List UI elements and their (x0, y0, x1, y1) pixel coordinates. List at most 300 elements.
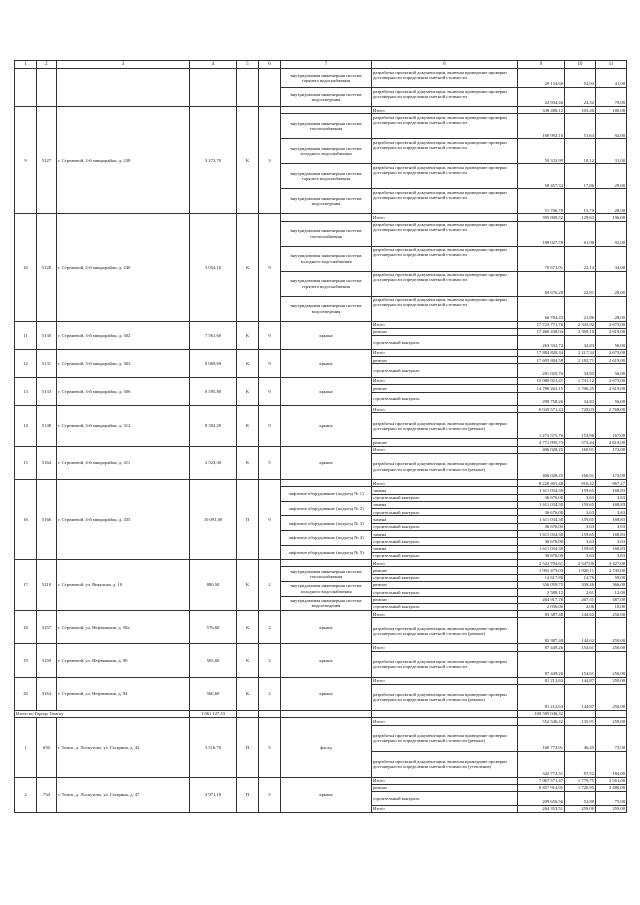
cost-total: 189 027,78 (518, 221, 565, 246)
work-type: ремонт (372, 596, 518, 603)
cost-limit: 259,00 (596, 805, 627, 812)
cost-per-m2: 144,87 (565, 677, 596, 684)
row-number: 2 (15, 777, 37, 813)
work-type: разработка проектной документации, включая проведение проверки достоверности определения сметной стоимости (ремонт) (372, 454, 518, 480)
empty-cell (237, 69, 259, 107)
cost-limit: 172,00 (596, 454, 627, 480)
cost-limit: 2 675,00 (596, 377, 627, 384)
house-area: 8 392,20 (190, 406, 237, 447)
table-row (15, 677, 627, 684)
cost-total: 264 917,78 (518, 596, 565, 603)
cost-total: 209 656,56 (518, 792, 565, 806)
cost-per-m2: 21,86 (565, 296, 596, 321)
system-name: внутридомовая инженерная система холодного водоснабжения (281, 246, 372, 271)
floors: 2 (259, 677, 281, 710)
table-row (15, 644, 627, 651)
cost-limit: 2 619,00 (596, 357, 627, 364)
cost-total: 395 909,52 (518, 214, 565, 221)
system-name: крыша (281, 446, 372, 479)
cost-total: 1 273 575,70 (518, 413, 565, 439)
cost-per-m2: 3,63 (565, 552, 596, 559)
cost-per-m2: 1 741,12 (565, 377, 596, 384)
work-type: разработка проектной документации, включая проведение проверки достоверности определения сметной стоимости (372, 221, 518, 246)
cost-limit: 180,00 (596, 107, 627, 114)
cost-limit: 34,00 (596, 246, 627, 271)
system-name: фасад (281, 718, 372, 777)
cost-total: 6 045 571,43 (518, 406, 565, 413)
cost-per-m2: 34,83 (565, 392, 596, 406)
wall-material: К (237, 349, 259, 377)
cost-total: 36 676,00 (518, 523, 565, 530)
cost-total: 66 784,43 (518, 296, 565, 321)
empty-cell (37, 69, 57, 107)
cost-per-m2: 34,83 (565, 364, 596, 378)
system-name: внутридомовая инженерная система холодного водоснабжения (281, 581, 372, 596)
cost-limit: 250,00 (596, 644, 627, 651)
cost-total: 2 588,12 (518, 589, 565, 596)
wall-material: К (237, 611, 259, 644)
col-header: 9 (518, 61, 565, 69)
cost-limit: 2 619,00 (596, 439, 627, 446)
cost-total: 17 723 771,76 (518, 321, 565, 328)
work-type: разработка проектной документации, включая проведение проверки достоверности определения сметной стоимости (ремонт) (372, 618, 518, 644)
cost-total: 2 522 794,61 (518, 560, 565, 567)
cost-total: 36 676,00 (518, 494, 565, 501)
floors: 9 (259, 377, 281, 405)
work-type: ремонт (372, 357, 518, 364)
work-type: Итого (372, 805, 518, 812)
cost-per-m2: 159,65 (565, 487, 596, 494)
row-number: 12 (15, 349, 37, 377)
cost-per-m2: 144,62 (565, 611, 596, 618)
cost-total: 299 758,26 (518, 392, 565, 406)
cost-per-m2: 2 182,71 (565, 357, 596, 364)
system-name: внутридомовая инженерная система водоотведения (281, 189, 372, 214)
table-row (15, 777, 627, 784)
cost-limit: 3,63 (596, 552, 627, 559)
cost-per-m2: 159,65 (565, 531, 596, 538)
house-address: г. Стрежевой, 3-й микрорайон, д. 306 (57, 377, 190, 405)
system-name: внутридомовая инженерная система водоотведения (281, 296, 372, 321)
cost-limit: 29,00 (596, 271, 627, 296)
floors: 9 (259, 480, 281, 560)
system-name: лифтовое оборудование (подъезд № 5) (281, 545, 372, 560)
cost-total: 83 387,48 (518, 611, 565, 618)
cost-total: 36 676,00 (518, 552, 565, 559)
house-id: 5128 (37, 214, 57, 321)
wall-material: П (237, 718, 259, 777)
house-id: 5210 (37, 560, 57, 611)
cost-total: 36 676,00 (518, 509, 565, 516)
wall-material: К (237, 107, 259, 214)
cost-limit: 250,00 (596, 684, 627, 710)
table-row (15, 480, 627, 487)
cost-total: 338 488,12 (518, 107, 565, 114)
table-row (15, 321, 627, 328)
cost-per-m2: 1 779,75 (565, 777, 596, 784)
system-name: внутридомовая инженерная система теплоснабжения (281, 114, 372, 139)
work-type: строительный контроль (372, 552, 518, 559)
work-type: разработка проектной документации, включая проведение проверки достоверности определения сметной стоимости (ремонт) (372, 725, 518, 751)
floors: 9 (259, 406, 281, 447)
work-type: строительный контроль (372, 538, 518, 545)
table-row (15, 611, 627, 618)
cost-per-m2: 87,52 (565, 751, 596, 777)
col-header: 1 (15, 61, 37, 69)
empty-cell (190, 69, 237, 107)
cost-total: 8 228 401,48 (518, 480, 565, 487)
house-address: г. Стрежевой, 2-й микрорайон, д. 238 (57, 107, 190, 214)
col-header: 2 (37, 61, 57, 69)
cost-total: 87 449,26 (518, 644, 565, 651)
work-type: ремонт (372, 385, 518, 392)
cost-per-m2: 154,61 (565, 644, 596, 651)
cost-per-m2: 1 706,25 (565, 385, 596, 392)
floors: 2 (259, 644, 281, 677)
system-name: крыша (281, 406, 372, 447)
work-type: ремонт (372, 567, 518, 574)
cost-total: 7 067 571,47 (518, 777, 565, 784)
cost-limit: 75,00 (596, 725, 627, 751)
cost-total: 36 676,00 (518, 538, 565, 545)
cost-limit: 41,00 (596, 69, 627, 88)
house-id: 5148 (37, 406, 57, 447)
system-name (281, 480, 372, 487)
cost-limit: 3 427,00 (596, 560, 627, 567)
cost-limit: 184,00 (596, 751, 627, 777)
cost-per-m2: 2 547,00 (565, 560, 596, 567)
system-name: внутридомовая инженерная система теплоснабжения (281, 221, 372, 246)
col-header: 3 (57, 61, 190, 69)
work-type: ремонт (372, 328, 518, 335)
cost-limit: 172,00 (596, 446, 627, 453)
cost-per-m2: 159,65 (565, 545, 596, 552)
cost-per-m2: 153,98 (565, 413, 596, 439)
wall-material: П (237, 480, 259, 560)
cost-total: 552 546,42 (518, 718, 565, 725)
empty-cell (259, 69, 281, 107)
cost-per-m2: 17,86 (565, 164, 596, 189)
cost-total: 2 036,06 (518, 603, 565, 610)
system-name: внутридомовая инженерная система водоотведения (281, 596, 372, 611)
cost-total: 15 080 021,41 (518, 377, 565, 384)
table-row (15, 107, 627, 114)
cost-limit: 31,00 (596, 139, 627, 164)
cost-total: 406 028,25 (518, 446, 565, 453)
work-type: Итого (372, 406, 518, 413)
cost-limit: 56,00 (596, 336, 627, 350)
cost-total: 160 773,91 (518, 725, 565, 751)
cost-limit: 59,00 (596, 574, 627, 581)
house-id: 650 (37, 718, 57, 777)
cost-per-m2: 103,40 (565, 107, 596, 114)
cost-limit: 168,83 (596, 531, 627, 538)
work-type: строительный контроль (372, 589, 518, 596)
table-row (15, 69, 627, 88)
cost-total: 4 771 995,73 (518, 439, 565, 446)
cost-per-m2: 129,63 (565, 214, 596, 221)
wall-material: К (237, 377, 259, 405)
cost-limit: 56,00 (596, 364, 627, 378)
work-type: разработка проектной документации, включая проведение проверки достоверности определения сметной стоимости (372, 114, 518, 139)
house-address: г. Стрежевой, 3-й микрорайон, д. 303 (57, 349, 190, 377)
work-type: замена (372, 531, 518, 538)
system-name: лифтовое оборудование (подъезд № 1) (281, 487, 372, 502)
table-row (15, 377, 627, 384)
cost-total: 263 332,72 (518, 336, 565, 350)
subtotal-area: 1 061 127,53 (190, 710, 237, 717)
cost-total: 69 676,28 (518, 271, 565, 296)
work-type: строительный контроль (372, 336, 518, 350)
cost-per-m2: 2 217,34 (565, 349, 596, 356)
work-type: разработка проектной документации, включая проведение проверки достоверности определения сметной стоимости (372, 189, 518, 214)
work-type: Итого (372, 644, 518, 651)
cost-total: 1 901 475,03 (518, 567, 565, 574)
system-name: крыша (281, 349, 372, 377)
house-address: г. Стрежевой, ул. Нефтяников, д. 94 (57, 677, 190, 710)
cost-limit: 28,00 (596, 296, 627, 321)
work-type: ремонт (372, 784, 518, 791)
house-id: 5131 (37, 349, 57, 377)
cost-limit: 56,00 (596, 392, 627, 406)
cost-per-m2: 34,83 (565, 336, 596, 350)
cost-per-m2: 154,61 (565, 651, 596, 677)
house-id: 5130 (37, 321, 57, 349)
cost-per-m2: 267,51 (565, 596, 596, 603)
work-type: разработка проектной документации, включая проведение проверки достоверности определения сметной стоимости (372, 296, 518, 321)
cost-limit: 168,83 (596, 516, 627, 523)
floors: 2 (259, 560, 281, 611)
wall-material: К (237, 644, 259, 677)
floors: 5 (259, 777, 281, 813)
house-id: 734 (37, 777, 57, 813)
work-type: разработка проектной документации, включая проведение проверки достоверности определения сметной стоимости (372, 246, 518, 271)
house-area: 7 561,60 (190, 321, 237, 349)
cost-per-m2: 3,63 (565, 538, 596, 545)
house-area: 8 595,80 (190, 377, 237, 405)
row-number: 16 (15, 480, 37, 560)
work-type: замена (372, 487, 518, 494)
row-number: 11 (15, 321, 37, 349)
work-type: замена (372, 545, 518, 552)
system-name: лифтовое оборудование (подъезд № 3) (281, 516, 372, 531)
house-area: 3 273,70 (190, 107, 237, 214)
cost-total: 14 617,86 (518, 574, 565, 581)
house-area: 565,60 (190, 644, 237, 677)
subtotal-row (15, 710, 627, 717)
cost-total: 281 025,76 (518, 364, 565, 378)
wall-material: К (237, 560, 259, 611)
cost-limit: 168,83 (596, 545, 627, 552)
cost-per-m2: 24,32 (565, 88, 596, 107)
cost-total: 17 884 820,34 (518, 349, 565, 356)
cost-per-m2: 3,63 (565, 523, 596, 530)
cost-limit: 867,27 (596, 480, 627, 487)
work-type: разработка проектной документации, включая проведение проверки достоверности определения сметной стоимости (утепление) (372, 751, 518, 777)
cost-per-m2: 1 920,11 (565, 567, 596, 574)
house-id: 5164 (37, 446, 57, 479)
cost-limit: 28,00 (596, 189, 627, 214)
row-number: 1 (15, 718, 37, 777)
house-address: г. Стрежевой, 4-й микрорайон, д. 435 (57, 480, 190, 560)
row-number: 18 (15, 611, 37, 644)
cost-per-m2: 15,79 (565, 189, 596, 214)
work-type: Итого (372, 777, 518, 784)
cost-limit: 78,00 (596, 88, 627, 107)
system-name: внутридомовая инженерная система водоотведения (281, 88, 372, 107)
cost-total: 70 671,01 (518, 246, 565, 271)
work-type: разработка проектной документации, включая проведение проверки достоверности определения сметной стоимости (ремонт) (372, 413, 518, 439)
work-type: разработка проектной документации, включая проведение проверки достоверности определения сметной стоимости (ремонт) (372, 684, 518, 710)
cost-limit: 29,00 (596, 164, 627, 189)
house-area: 880,50 (190, 560, 237, 611)
wall-material: К (237, 321, 259, 349)
cost-limit: 168,83 (596, 487, 627, 494)
floors: 2 (259, 611, 281, 644)
cost-per-m2: 135,91 (565, 718, 596, 725)
cost-per-m2: 159,65 (565, 516, 596, 523)
empty-cell (372, 710, 518, 717)
cost-total: 406 028,25 (518, 454, 565, 480)
work-type: Итого (372, 214, 518, 221)
system-name: внутридомовая инженерная система теплоснабжения (281, 567, 372, 582)
empty-cell (565, 710, 596, 717)
row-number: 19 (15, 644, 37, 677)
house-area: 8 069,69 (190, 349, 237, 377)
cost-total: 1 611 034,30 (518, 487, 565, 494)
work-type: ремонт (372, 581, 518, 588)
house-address: г. Томск, д. Лоскутово, ул. Гагарина, д. 47 (57, 777, 190, 813)
work-type: строительный контроль (372, 792, 518, 806)
cost-limit: 259,00 (596, 718, 627, 725)
col-header: 8 (372, 61, 518, 69)
empty-cell (15, 69, 37, 107)
work-type: замена (372, 516, 518, 523)
cost-total: 22 934,40 (518, 88, 565, 107)
cost-limit: 2 743,00 (596, 567, 627, 574)
system-name: лифтовое оборудование (подъезд № 2) (281, 501, 372, 516)
empty-cell (259, 710, 281, 717)
cost-per-m2: 160,91 (565, 446, 596, 453)
col-header: 11 (596, 61, 627, 69)
cost-per-m2: 61,90 (565, 221, 596, 246)
wall-material: К (237, 446, 259, 479)
work-type: Итого (372, 718, 518, 725)
wall-material: К (237, 677, 259, 710)
cost-limit: 3,63 (596, 523, 627, 530)
work-type: строительный контроль (372, 494, 518, 501)
system-name (281, 214, 372, 221)
house-address: г. Стрежевой, 2-й микрорайон, д. 240 (57, 214, 190, 321)
cost-limit: 10,00 (596, 603, 627, 610)
cost-per-m2: 46,45 (565, 725, 596, 751)
cost-per-m2: 729,03 (565, 406, 596, 413)
subtotal-label: Итого по Городу Томску (15, 710, 190, 717)
cost-limit: 250,00 (596, 611, 627, 618)
cost-per-m2: 3,63 (565, 494, 596, 501)
subtotal-cost: 100 585 046,32 (518, 710, 565, 717)
system-name: крыша (281, 377, 372, 405)
floors: 9 (259, 321, 281, 349)
work-type: Итого (372, 107, 518, 114)
work-type: разработка проектной документации, включая проведение проверки достоверности определения сметной стоимости (372, 139, 518, 164)
cost-limit: 168,83 (596, 501, 627, 508)
house-area: 560,60 (190, 677, 237, 710)
cost-total: 51 706,70 (518, 189, 565, 214)
cost-per-m2: 23,14 (565, 246, 596, 271)
empty-cell (596, 710, 627, 717)
floors: 3 (259, 107, 281, 214)
empty-cell (237, 710, 259, 717)
house-address: г. Стрежевой, 3-й микрорайон, д. 312 (57, 406, 190, 447)
wall-material: К (237, 214, 259, 321)
table-row (15, 349, 627, 356)
cost-limit: 92,00 (596, 114, 627, 139)
cost-total: 83 387,48 (518, 618, 565, 644)
col-header: 6 (259, 61, 281, 69)
system-name: крыша (281, 321, 372, 349)
empty-cell (281, 710, 372, 717)
cost-per-m2: 159,65 (565, 501, 596, 508)
cost-per-m2: 52,80 (565, 792, 596, 806)
system-name: внутридомовая инженерная система горячего водоснабжения (281, 271, 372, 296)
cost-per-m2: 22,81 (565, 271, 596, 296)
cost-per-m2: 18,12 (565, 139, 596, 164)
house-area: 576,60 (190, 611, 237, 644)
work-type: ремонт (372, 439, 518, 446)
work-type: строительный контроль (372, 603, 518, 610)
cost-limit: 2 675,00 (596, 349, 627, 356)
repair-register-table (14, 60, 627, 813)
cost-per-m2: 1 726,95 (565, 784, 596, 791)
house-id: 5257 (37, 611, 57, 644)
floors: 5 (259, 446, 281, 479)
cost-total: 1 611 034,30 (518, 545, 565, 552)
cost-limit: 12,00 (596, 589, 627, 596)
table-row (15, 406, 627, 413)
row-number: 20 (15, 677, 37, 710)
cost-total: 168 992,10 (518, 114, 565, 139)
work-type: Итого (372, 560, 518, 567)
work-type: Итого (372, 377, 518, 384)
row-number: 13 (15, 377, 37, 405)
house-area: 3 516,70 (190, 718, 237, 777)
work-type: разработка проектной документации, включая проведение проверки достоверности определения сметной стоимости (372, 164, 518, 189)
house-address: г. Стрежевой, 4-й микрорайон, д. 411 (57, 446, 190, 479)
register-sheet (14, 60, 626, 813)
cost-limit: 3,63 (596, 494, 627, 501)
work-type: строительный контроль (372, 392, 518, 406)
table-row (15, 214, 627, 221)
cost-total: 1 611 034,30 (518, 531, 565, 538)
house-area: 2 523,30 (190, 446, 237, 479)
cost-per-m2: 14,76 (565, 574, 596, 581)
cost-per-m2: 144,62 (565, 618, 596, 644)
cost-per-m2: 339,46 (565, 581, 596, 588)
floors: 9 (259, 214, 281, 321)
work-type: строительный контроль (372, 523, 518, 530)
cost-limit: 3 486,00 (596, 784, 627, 791)
cost-per-m2: 2,06 (565, 603, 596, 610)
house-area: 3 971,10 (190, 777, 237, 813)
cost-per-m2: 2 309,10 (565, 328, 596, 335)
cost-limit: 75,00 (596, 792, 627, 806)
work-type: строительный контроль (372, 509, 518, 516)
cost-total: 1 611 034,30 (518, 516, 565, 523)
system-name: внутридомовая инженерная система холодного водоснабжения (281, 139, 372, 164)
house-address: г. Стрежевой, ул. Нефтяников, д. 90 (57, 644, 190, 677)
floors: 5 (259, 718, 281, 777)
